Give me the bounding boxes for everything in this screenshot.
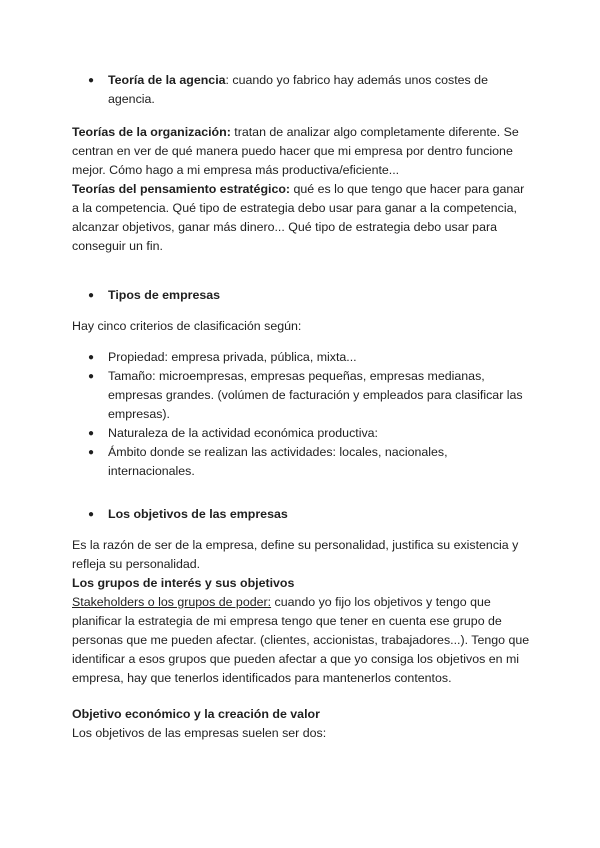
stakeholders-subheading-text: Los grupos de interés y sus objetivos <box>72 576 295 590</box>
criteria-text: Tamaño: microempresas, empresas pequeñas, empresas medianas, empresas grandes. (volúmen de facturación y empleados para clasificar las empresas). <box>108 369 523 421</box>
economic-objective-section <box>72 705 532 743</box>
organization-text: tratan de analizar algo completamente diferente. Se centran en ver de qué manera puedo hacer que mi empresa por dentro funcione mejor. Cómo hago a mi empresa más productiva/eficiente... <box>72 125 519 177</box>
agency-theory-section <box>72 71 532 109</box>
strategic-term: Teorías del pensamiento estratégico: <box>72 182 291 196</box>
list-item <box>72 71 532 109</box>
company-types-heading-list <box>72 286 532 305</box>
organization-term: Teorías de la organización: <box>72 125 231 139</box>
company-types-section <box>72 286 532 305</box>
bullet-icon: ● <box>88 447 95 458</box>
criteria-list-block <box>72 348 532 481</box>
agency-text: : cuando yo fabrico hay además unos costes de agencia. <box>108 73 488 106</box>
objectives-paragraph: Es la razón de ser de la empresa, define su personalidad, justifica su existencia y refleja su personalidad. <box>72 538 519 571</box>
bullet-icon: ● <box>88 75 95 86</box>
theories-section <box>72 123 532 256</box>
stakeholders-subheading <box>72 574 532 593</box>
economic-paragraph: Los objetivos de las empresas suelen ser dos: <box>72 726 327 740</box>
classification-intro <box>72 317 532 336</box>
stakeholders-paragraph <box>72 593 532 688</box>
objectives-section <box>72 505 532 524</box>
stakeholders-term: Stakeholders o los grupos de poder: <box>72 595 272 609</box>
list-item <box>72 443 532 481</box>
bullet-icon: ● <box>88 509 95 520</box>
agency-term: Teoría de la agencia <box>108 73 226 87</box>
list-item <box>72 505 532 524</box>
criteria-list <box>72 348 532 481</box>
criteria-text: Naturaleza de la actividad económica productiva: <box>108 426 378 440</box>
bullet-icon: ● <box>88 428 95 439</box>
criteria-text: Ámbito donde se realizan las actividades: locales, nacionales, internacionales. <box>108 445 448 478</box>
section-heading: Tipos de empresas <box>108 288 221 302</box>
objectives-body <box>72 536 532 688</box>
bullet-icon: ● <box>88 352 95 363</box>
organization-theory-paragraph <box>72 123 532 180</box>
economic-subheading <box>72 705 532 724</box>
strategic-theory-paragraph <box>72 180 532 256</box>
section-heading: Los objetivos de las empresas <box>108 507 288 521</box>
strategic-text: qué es lo que tengo que hacer para ganar a la competencia. Qué tipo de estrategia debo usar para ganar a la competencia, alcanzar objetivos, ganar más dinero... Qué tipo de estrategia debo usar para conseguir un fin. <box>72 182 525 253</box>
list-item <box>72 286 532 305</box>
bullet-icon: ● <box>88 371 95 382</box>
list-item <box>72 424 532 443</box>
objectives-heading-list <box>72 505 532 524</box>
list-item <box>72 367 532 424</box>
intro-paragraph: Hay cinco criterios de clasificación según: <box>72 319 302 333</box>
stakeholders-text: cuando yo fijo los objetivos y tengo que planificar la estrategia de mi empresa tengo que tener en cuenta ese grupo de personas que me pueden afectar. (clientes, accionistas, trabajadores...). Tengo que identificar a esos grupos que pueden afectar a que yo consiga los objetivos en mi empresa, hay que tenerlos identificados para mantenerlos contentos. <box>72 595 530 685</box>
criteria-text: Propiedad: empresa privada, pública, mixta... <box>108 350 357 364</box>
economic-subheading-text: Objetivo económico y la creación de valor <box>72 707 320 721</box>
agency-list <box>72 71 532 109</box>
list-item <box>72 348 532 367</box>
bullet-icon: ● <box>88 290 95 301</box>
